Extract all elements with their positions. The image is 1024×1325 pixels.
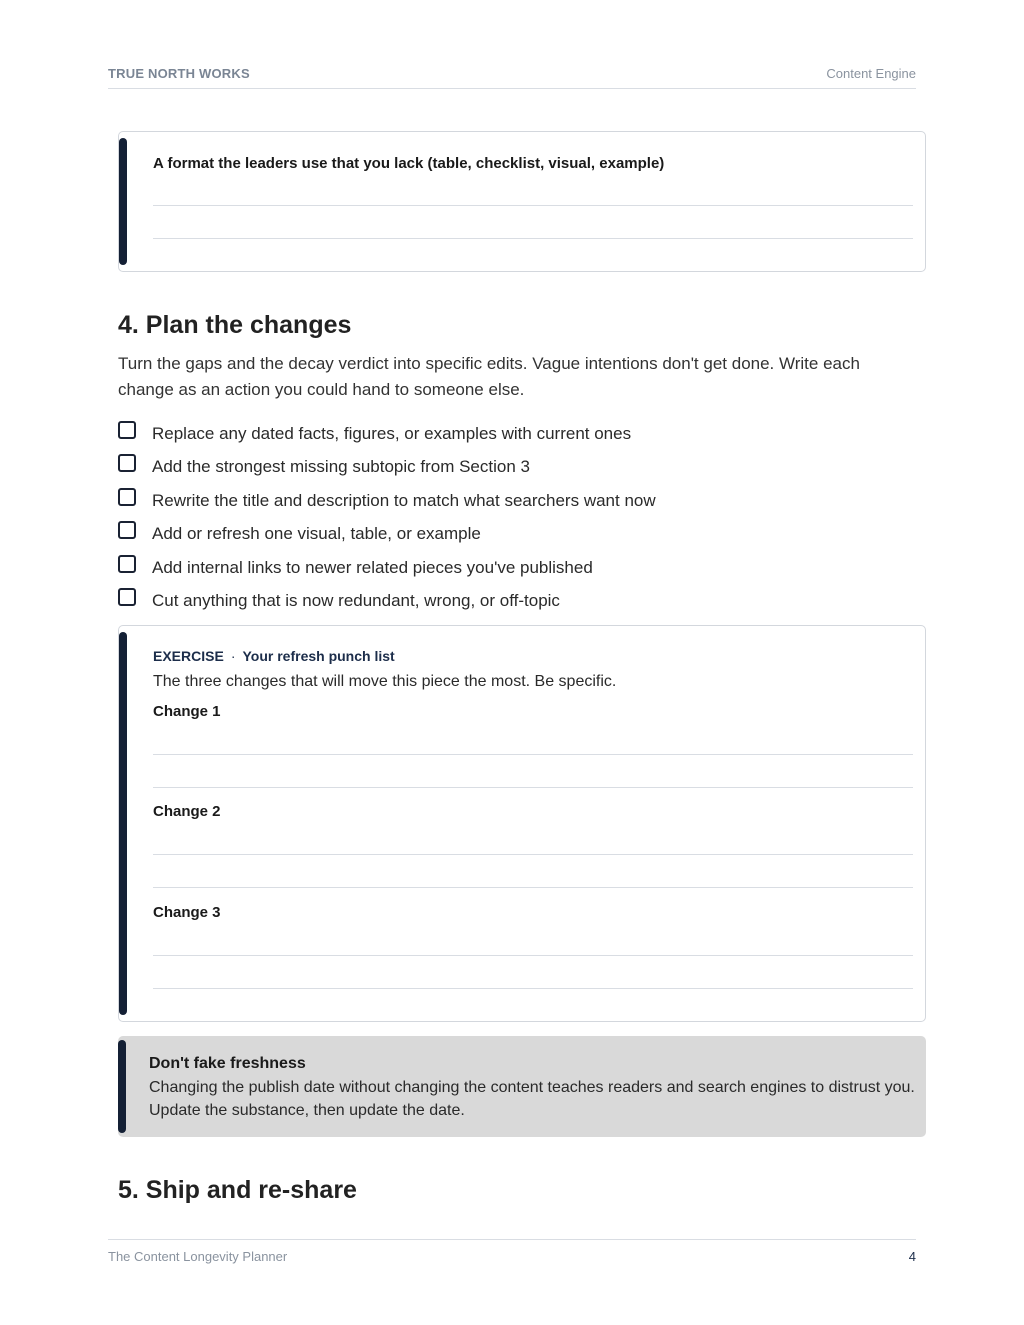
callout-title: Don't fake freshness [149,1055,306,1072]
format-gap-card [118,131,926,272]
page-footer [108,1239,916,1263]
change-2-line[interactable] [153,887,913,888]
checkbox-icon[interactable] [118,555,136,573]
change-1-line[interactable] [153,787,913,788]
writing-line[interactable] [153,238,913,239]
checklist-item[interactable] [118,587,908,620]
exercise-tag: EXERCISE [153,648,224,664]
exercise-card [118,625,926,1022]
exercise-separator: · [230,648,236,664]
page-header [108,66,916,89]
checklist-item[interactable] [118,453,908,486]
checklist-label: Add the strongest missing subtopic from Section 3 [152,457,530,477]
checklist-label: Replace any dated facts, figures, or examples with current ones [152,424,632,443]
document-title: The Content Longevity Planner [108,1249,288,1264]
callout-body: Changing the publish date without changing the content teaches readers and search engines to distrust you. Update the substance, then update the date. [149,1079,915,1119]
change-1-label: Change 1 [153,703,221,720]
checklist-item[interactable] [118,420,908,453]
checklist-label: Rewrite the title and description to match what searchers want now [152,490,656,510]
exercise-description: The three changes that will move this piece the most. Be specific. [153,673,617,690]
section-name: Content Engine [826,66,916,81]
freshness-callout [118,1036,926,1137]
section-intro: Turn the gaps and the decay verdict into specific edits. Vague intentions don't get done. Write each change as an action you could hand to someone else. [118,354,860,399]
change-2-label: Change 2 [153,803,221,820]
checkbox-icon[interactable] [118,488,136,506]
change-checklist [118,420,908,620]
checklist-label: Cut anything that is now redundant, wrong, or off-topic [152,590,560,610]
checkbox-icon[interactable] [118,454,136,472]
accent-bar [118,1040,126,1133]
writing-line[interactable] [153,205,913,206]
exercise-title: Your refresh punch list [242,648,395,664]
change-3-label: Change 3 [153,904,221,921]
checkbox-icon[interactable] [118,421,136,439]
format-gap-prompt: A format the leaders use that you lack (table, checklist, visual, example) [153,155,665,172]
page-number: 4 [908,1249,916,1264]
section-heading-ship: 5. Ship and re-share [118,1176,357,1204]
checklist-item[interactable] [118,554,908,587]
change-3-line[interactable] [153,955,913,956]
brand-name: TRUE NORTH WORKS [108,66,250,81]
change-1-line[interactable] [153,754,913,755]
accent-bar [119,138,127,265]
change-2-line[interactable] [153,854,913,855]
exercise-heading [153,648,395,664]
checklist-label: Add or refresh one visual, table, or example [152,524,481,544]
checkbox-icon[interactable] [118,521,136,539]
change-3-line[interactable] [153,988,913,989]
checklist-label: Add internal links to newer related pieces you've published [152,557,593,577]
checklist-item[interactable] [118,520,908,553]
section-heading-plan: 4. Plan the changes [118,311,352,339]
checkbox-icon[interactable] [118,588,136,606]
checklist-item[interactable] [118,487,908,520]
accent-bar [119,632,127,1015]
